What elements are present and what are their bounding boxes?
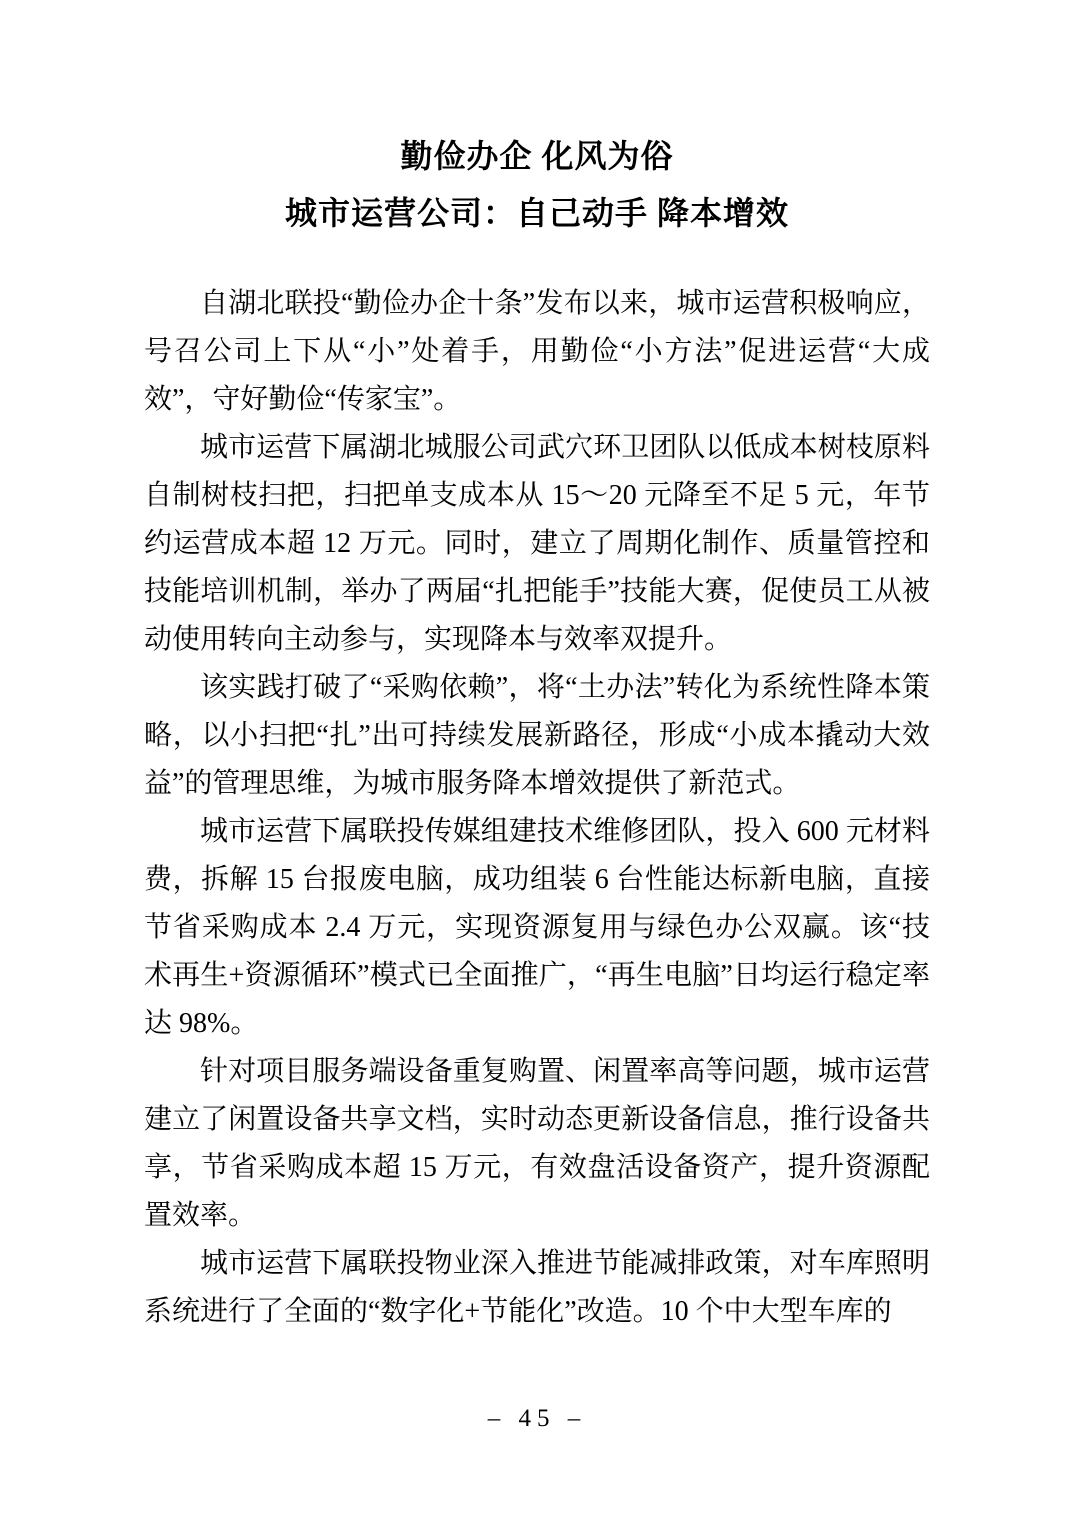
title-line-1: 勤俭办企 化风为俗 (400, 138, 674, 174)
body-paragraph-1: 自湖北联投“勤俭办企十条”发布以来，城市运营积极响应，号召公司上下从“小”处着手，用勤俭“小方法”促进运营“大成效”，守好勤俭“传家宝”。 (144, 288, 930, 415)
body-paragraph-6: 城市运营下属联投物业深入推进节能减排政策，对车库照明系统进行了全面的“数字化+节能化”改造。10 个中大型车库的 (144, 1248, 930, 1327)
document-body (144, 280, 930, 1336)
body-paragraph-4: 城市运营下属联投传媒组建技术维修团队，投入 600 元材料费，拆解 15 台报废电脑，成功组装 6 台性能达标新电脑，直接节省采购成本 2.4 万元，实现资源复用与绿色办公双赢。该“技术再生+资源循环”模式已全面推广，“再生电脑”日均运行稳定率达 98%。 (144, 816, 930, 1039)
body-paragraph-3: 该实践打破了“采购依赖”，将“土办法”转化为系统性降本策略，以小扫把“扎”出可持续发展新路径，形成“小成本撬动大效益”的管理思维，为城市服务降本增效提供了新范式。 (144, 672, 930, 799)
page-number: – 45 – (487, 1405, 587, 1432)
body-paragraph-5: 针对项目服务端设备重复购置、闲置率高等问题，城市运营建立了闲置设备共享文档，实时动态更新设备信息，推行设备共享，节省采购成本超 15 万元，有效盘活设备资产，提升资源配置效率。 (144, 1056, 930, 1231)
document-title-block (0, 0, 1074, 242)
title-line-2: 城市运营公司：自己动手 降本增效 (284, 195, 789, 231)
page-footer (0, 1405, 1074, 1433)
body-paragraph-2: 城市运营下属湖北城服公司武穴环卫团队以低成本树枝原料自制树枝扫把，扫把单支成本从 15～20 元降至不足 5 元，年节约运营成本超 12 万元。同时，建立了周期化制作、质量管控和技能培训机制，举办了两届“扎把能手”技能大赛，促使员工从被动使用转向主动参与，实现降本与效率双提升。 (144, 432, 930, 655)
